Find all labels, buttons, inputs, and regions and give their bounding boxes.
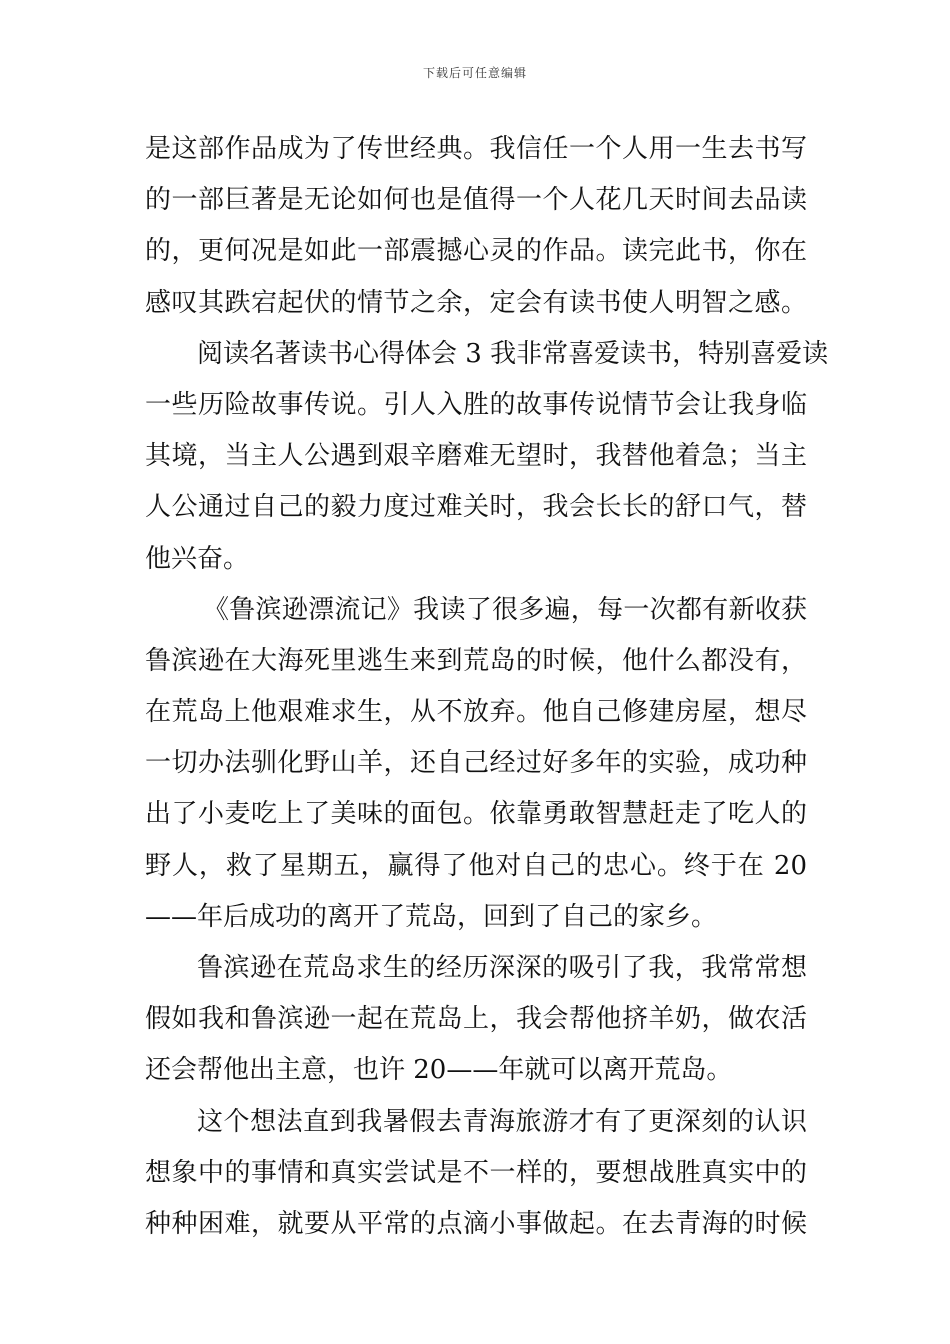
text-line: 是这部作品成为了传世经典。我信任一个人用一生去书写	[145, 134, 807, 164]
text-line: 的一部巨著是无论如何也是值得一个人花几天时间去品读	[145, 185, 807, 216]
paragraph-first-line: 阅读名著读书心得体会 3 我非常喜爱读书，特别喜爱读	[197, 338, 829, 369]
page-header: 下载后可任意编辑	[422, 66, 527, 80]
text-line: 出了小麦吃上了美味的面包。依靠勇敢智慧赶走了吃人的	[145, 799, 807, 830]
text-line: 野人，救了星期五，赢得了他对自己的忠心。终于在 20	[145, 850, 807, 881]
text-line: 假如我和鲁滨逊一起在荒岛上，我会帮他挤羊奶，做农活	[145, 1004, 807, 1035]
text-line: 他兴奋。	[145, 543, 250, 574]
paragraph-first-line: 《鲁滨逊漂流记》我读了很多遍，每一次都有新收获	[203, 594, 807, 625]
paragraph-first-line: 鲁滨逊在荒岛求生的经历深深的吸引了我，我常常想	[197, 953, 807, 983]
text-line: 一些历险故事传说。引人入胜的故事传说情节会让我身临	[145, 389, 807, 420]
text-line: 感叹其跌宕起伏的情节之余，定会有读书使人明智之感。	[145, 287, 807, 318]
text-line: ——年后成功的离开了荒岛，回到了自己的家乡。	[145, 901, 718, 932]
text-line: 其境，当主人公遇到艰辛磨难无望时，我替他着急；当主	[145, 441, 807, 472]
paragraph-first-line: 这个想法直到我暑假去青海旅游才有了更深刻的认识	[197, 1106, 807, 1137]
text-line: 在荒岛上他艰难求生，从不放弃。他自己修建房屋，想尽	[145, 697, 807, 728]
text-line: 还会帮他出主意，也许 20——年就可以离开荒岛。	[145, 1055, 733, 1086]
text-line: 种种困难，就要从平常的点滴小事做起。在去青海的时候	[145, 1208, 807, 1239]
text-line: 想象中的事情和真实尝试是不一样的，要想战胜真实中的	[145, 1157, 807, 1188]
text-line: 鲁滨逊在大海死里逃生来到荒岛的时候，他什么都没有，	[145, 645, 807, 676]
text-line: 一切办法驯化野山羊，还自己经过好多年的实验，成功种	[145, 748, 807, 779]
text-line: 的，更何况是如此一部震撼心灵的作品。读完此书，你在	[145, 236, 807, 267]
text-line: 人公通过自己的毅力度过难关时，我会长长的舒口气，替	[145, 492, 807, 523]
document-body	[145, 124, 829, 1250]
